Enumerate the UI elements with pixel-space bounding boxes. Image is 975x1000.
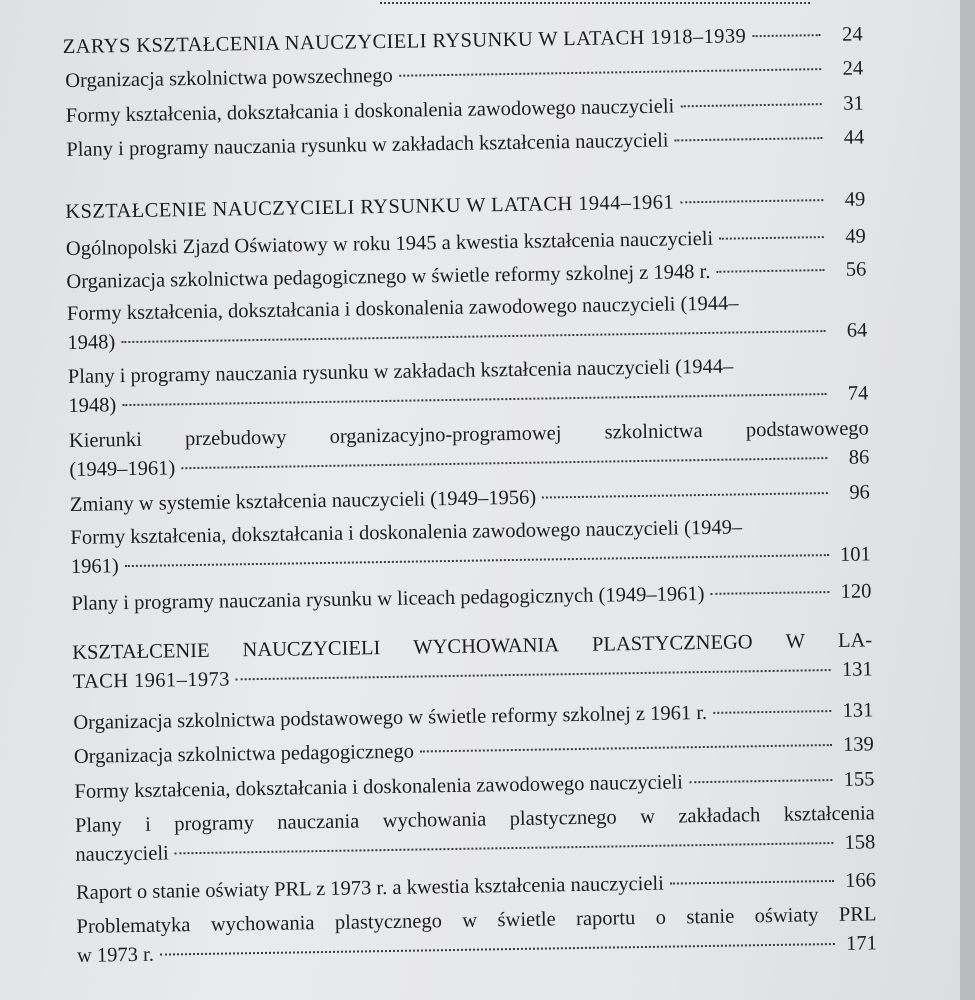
toc-entry: Problematyka wychowania plastycznego w świetle raportu o stanie oświaty PRL w 1973 r. 171 bbox=[76, 903, 878, 967]
page-number: 24 bbox=[841, 23, 863, 46]
toc-entry: Zmiany w systemie kształcenia nauczycieli (1949–1956) 96 bbox=[69, 481, 871, 516]
toc-entry: Plany i programy nauczania rysunku w zakładach kształcenia nauczycieli (1944– 1948) 74 bbox=[67, 355, 869, 417]
toc-entry: Formy kształcenia, dokształcania i doskonalenia zawodowego nauczycieli 31 bbox=[65, 92, 864, 127]
chapter-title: ZARYS KSZTAŁCENIA NAUCZYCIELI RYSUNKU W LATACH 1918–1939 bbox=[62, 25, 747, 59]
toc-entry: Organizacja szkolnictwa podstawowego w świetle reformy szkolnej z 1961 r. 131 bbox=[73, 699, 874, 734]
toc-entry: Kierunki przebudowy organizacyjno-programowej szkolnictwa podstawowego (1949–1961) 86 bbox=[68, 417, 870, 481]
toc-entry: Plany i programy nauczania rysunku w liceach pedagogicznych (1949–1961) 120 bbox=[71, 580, 872, 615]
page-number: 131 bbox=[841, 658, 873, 681]
previous-entry-leader bbox=[380, 0, 810, 4]
toc-entry: Plany i programy nauczania rysunku w zakładach kształcenia nauczycieli 44 bbox=[66, 126, 865, 161]
toc-entry: Plany i programy nauczania wychowania plastycznego w zakładach kształcenia nauczycieli 158 bbox=[74, 802, 876, 866]
page-number: 49 bbox=[844, 188, 866, 211]
toc-entry: Formy kształcenia, dokształcania i doskonalenia zawodowego nauczycieli (1944– 1948) 64 bbox=[66, 292, 868, 354]
chapter-title: KSZTAŁCENIE NAUCZYCIELI RYSUNKU W LATACH 1944–1961 bbox=[65, 191, 675, 223]
toc-entry: Organizacja szkolnictwa pedagogicznego w świetle reformy szkolnej z 1948 r. 56 bbox=[66, 258, 867, 293]
toc-entry: Formy kształcenia, dokształcania i doskonalenia zawodowego nauczycieli 155 bbox=[74, 768, 875, 803]
toc-entry: Ogólnopolski Zjazd Oświatowy w roku 1945 a kwestia kształcenia nauczycieli 49 bbox=[65, 225, 866, 260]
toc-entry: Raport o stanie oświaty PRL z 1973 r. a kwestia kształcenia nauczycieli 166 bbox=[75, 869, 877, 904]
toc-entry: Organizacja szkolnictwa powszechnego 24 bbox=[65, 57, 864, 92]
chapter-heading bbox=[65, 185, 865, 227]
chapter-heading: KSZTAŁCENIE NAUCZYCIELI WYCHOWANIA PLASTYCZNEGO W LA- TACH 1961–1973 131 bbox=[72, 629, 873, 693]
toc-entry: Formy kształcenia, dokształcania i doskonalenia zawodowego nauczycieli (1949– 1961) 101 bbox=[70, 516, 871, 578]
toc-entry: Organizacja szkolnictwa pedagogicznego 139 bbox=[73, 733, 874, 768]
